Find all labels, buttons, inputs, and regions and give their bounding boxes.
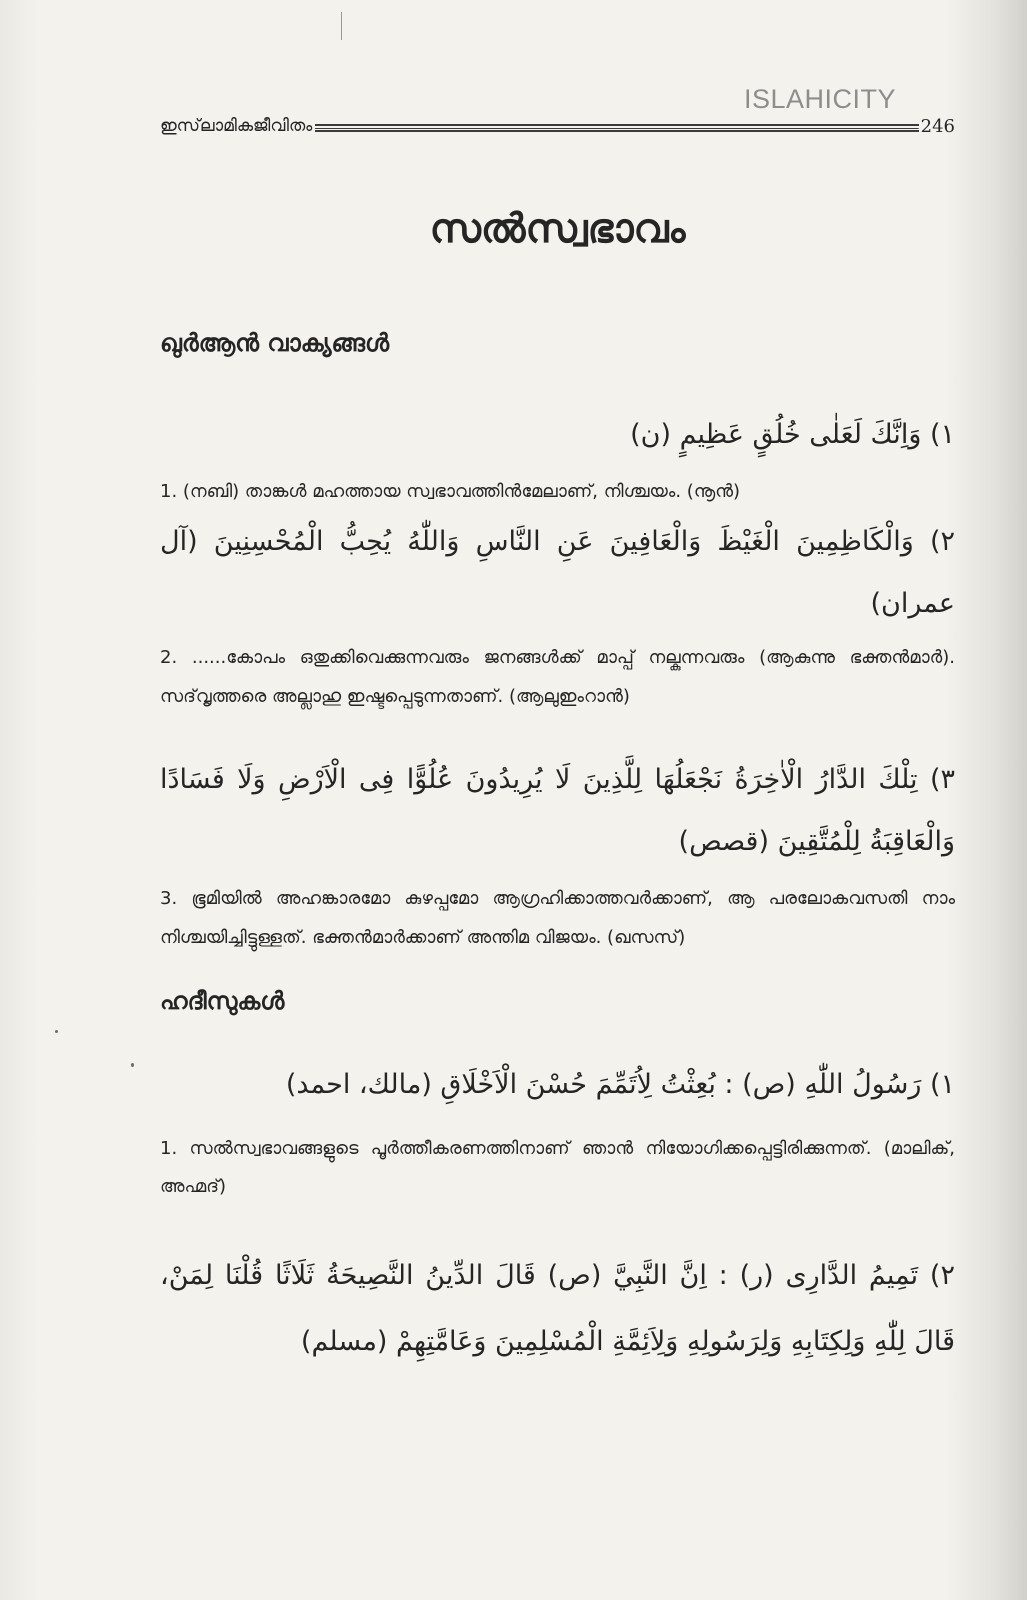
- chapter-title: സൽസ്വഭാവം: [429, 206, 686, 252]
- text-column: [160, 113, 955, 1375]
- quran-verse-1-translation: 1. (നബി) താങ്കൾ മഹത്തായ സ്വഭാവത്തിൻമേലാണ്, നിശ്ചയം. (നൂൻ): [160, 481, 741, 502]
- section-heading-quran: ഖുർആൻ വാക്യങ്ങൾ: [160, 329, 390, 357]
- running-header-title: ഇസ്‌ലാമികജീവിതം: [160, 116, 313, 136]
- running-header-rule: [315, 124, 918, 132]
- quran-verse-2-arabic: ٢) وَالْكَاظِمِينَ الْغَيْظَ وَالْعَافِينَ عَنِ النَّاسِ وَاللّٰهُ يُحِبُّ الْمُحْسِنِينَ (آل عمران): [160, 526, 955, 619]
- scan-speck: [55, 1030, 58, 1033]
- section-quran-verses: [160, 325, 955, 957]
- quran-verse-3-translation: 3. ഭൂമിയിൽ അഹങ്കാരമോ കുഴപ്പമോ ആഗ്രഹിക്കാത്തവർക്കാണ്, ആ പരലോകവസതി നാം നിശ്ചയിച്ചിട്ടുള്ളത്. ഭക്തൻമാർക്കാണ് അന്തിമ വിജയം. (ഖസസ്): [160, 888, 955, 948]
- section-hadith: [160, 983, 955, 1375]
- quran-verse-3-arabic: ٣) تِلْكَ الدَّارُ الْاٰخِرَةُ نَجْعَلُهَا لِلَّذِينَ لَا يُرِيدُونَ عُلُوًّا فِى الْاَرْضِ وَلَا فَسَادًا وَالْعَاقِبَةُ لِلْمُتَّقِينَ (قصص): [160, 764, 955, 857]
- hadith-1-translation: 1. സൽസ്വഭാവങ്ങളുടെ പൂർത്തീകരണത്തിനാണ് ഞാൻ നിയോഗിക്കപ്പെട്ടിരിക്കുന്നത്. (മാലിക്, അഹ്മദ്): [160, 1138, 955, 1197]
- scan-mark: [341, 12, 342, 40]
- hadith-2-arabic: ٢) تَمِيمُ الدَّارِى (ر) : اِنَّ النَّبِيَّ (ص) قَالَ الدِّينُ النَّصِيحَةُ ثَلَاثًا قُلْنَا لِمَنْ، قَالَ لِلّٰهِ وَلِكِتَابِهِ وَلِرَسُولِهِ وَلِاَئِمَّةِ الْمُسْلِمِينَ وَعَامَّتِهِمْ (مسلم): [160, 1260, 955, 1357]
- running-header: [160, 113, 955, 139]
- quran-verse-2-translation: 2. ......കോപം ഒതുക്കിവെക്കുന്നവരും ജനങ്ങൾക്ക് മാപ്പ് നല്കുന്നവരും (ആകുന്നു ഭക്തൻമാർ). സദ്‌വൃത്തരെ അല്ലാഹു ഇഷ്ടപ്പെടുന്നതാണ്. (ആലുഇംറാൻ): [160, 647, 955, 707]
- scan-speck: [131, 1063, 134, 1067]
- hadith-1-arabic: ١) رَسُولُ اللّٰهِ (ص) : بُعِثْتُ لِاُتَمِّمَ حُسْنَ الْاَخْلَاقِ (مالك، احمد): [285, 1069, 955, 1100]
- page-number: 246: [920, 115, 955, 137]
- section-heading-hadith: ഹദീസുകൾ: [160, 987, 285, 1015]
- quran-verse-1-arabic: ١) وَاِنَّكَ لَعَلٰى خُلُقٍ عَظِيمٍ (ن): [630, 419, 955, 450]
- watermark: ISLAHICITY: [744, 84, 897, 114]
